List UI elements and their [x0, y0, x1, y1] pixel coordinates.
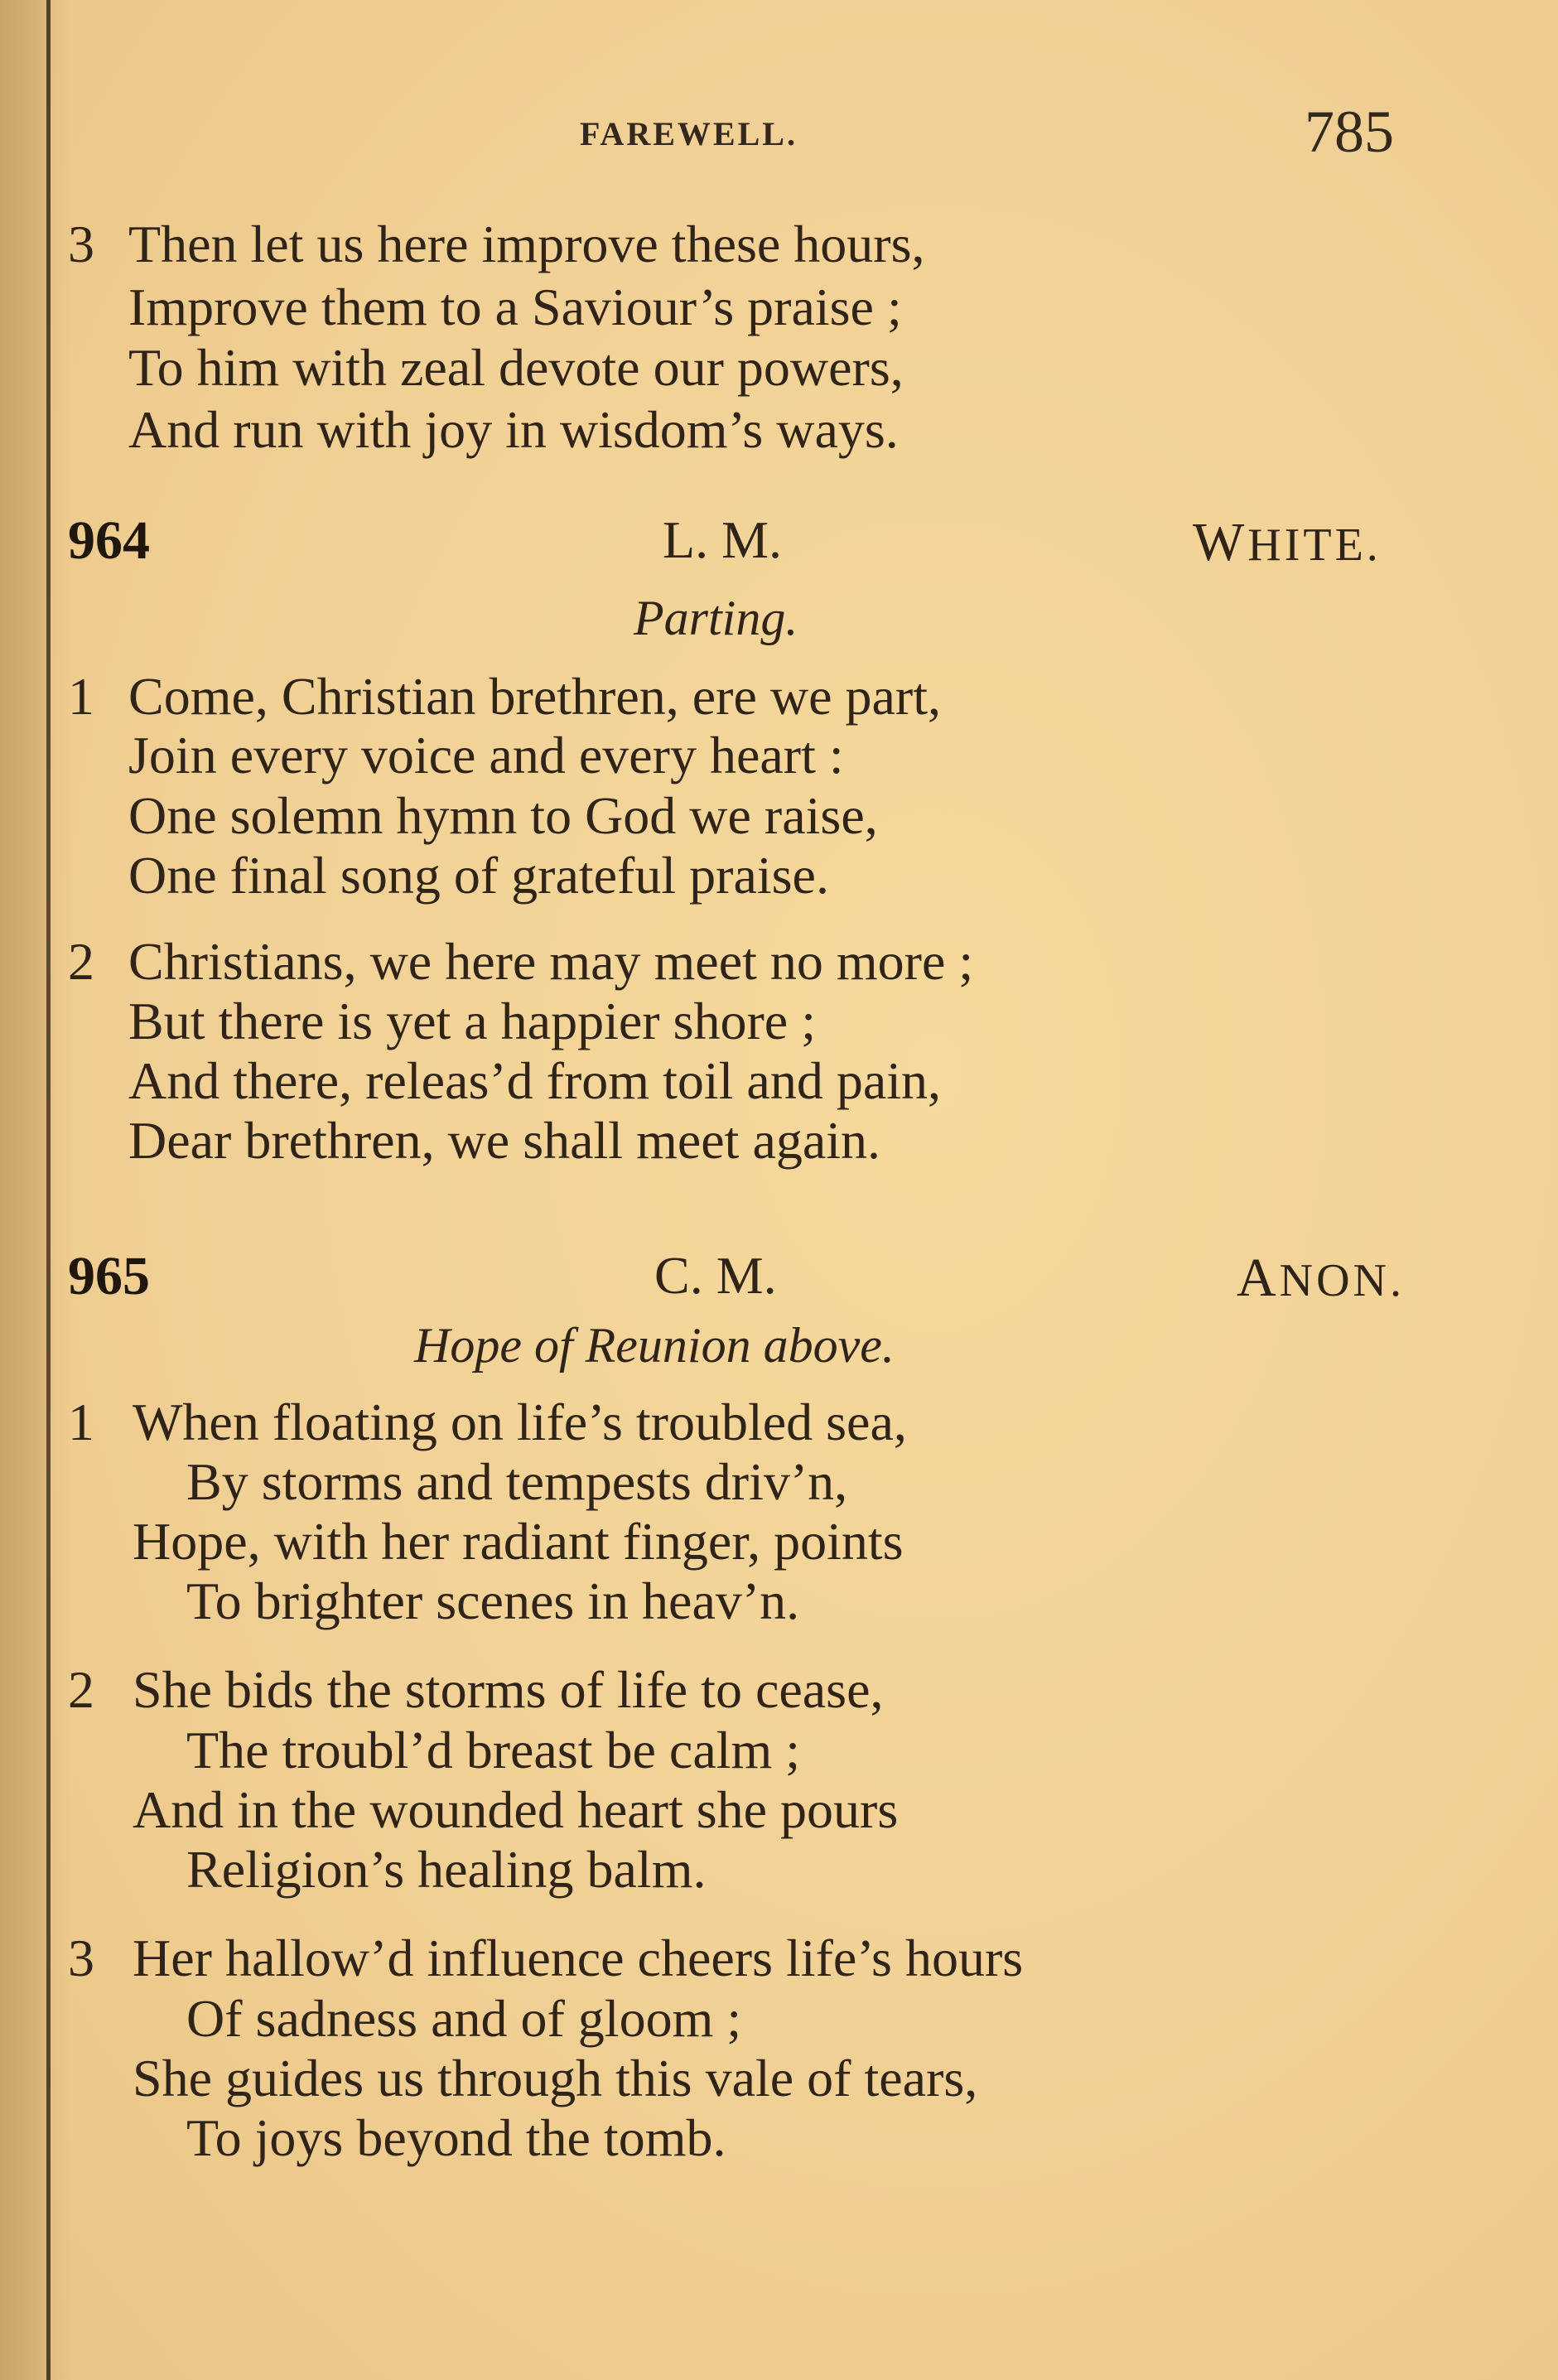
verse-line: Come, Christian brethren, ere we part,	[128, 667, 941, 726]
hymn-meter: L. M.	[663, 510, 782, 569]
verse-line: And in the wounded heart she pours	[133, 1780, 899, 1839]
hymn-title: Parting.	[634, 591, 798, 645]
page-number: 785	[1305, 99, 1394, 165]
verse-line: Her hallow’d influence cheers life’s hours	[133, 1929, 1024, 1987]
verse-line: Join every voice and every heart :	[128, 726, 844, 784]
stanza-number: 2	[68, 1660, 94, 1719]
tune-initial: A	[1237, 1248, 1280, 1308]
page-gutter-shadow	[0, 0, 46, 2380]
verse-line: To him with zeal devote our powers,	[128, 338, 904, 397]
page-binding-edge	[46, 0, 51, 2380]
verse-line: Improve them to a Saviour’s praise ;	[128, 278, 902, 336]
verse-line: The troubl’d breast be calm ;	[186, 1721, 801, 1779]
stanza-number: 2	[68, 932, 94, 991]
tune-rest: NON.	[1279, 1255, 1405, 1306]
hymn-title: Hope of Reunion above.	[414, 1318, 895, 1373]
tune-rest: HITE.	[1247, 519, 1382, 571]
hymn-meter: C. M.	[654, 1246, 777, 1305]
verse-line: To joys beyond the tomb.	[186, 2108, 726, 2167]
page-header	[0, 98, 1558, 164]
stanza-number: 3	[68, 1929, 94, 1987]
verse-line: Dear brethren, we shall meet again.	[128, 1111, 881, 1170]
verse-line: One final song of grateful praise.	[128, 846, 829, 905]
stanza-number: 1	[68, 667, 94, 726]
verse-line: She bids the storms of life to cease,	[133, 1660, 884, 1719]
verse-line: And there, releas’d from toil and pain,	[128, 1051, 941, 1110]
verse-line: One solemn hymn to God we raise,	[128, 786, 878, 845]
verse-line: Hope, with her radiant finger, points	[133, 1512, 904, 1571]
verse-line: Of sadness and of gloom ;	[186, 1989, 742, 2048]
hymn-tune	[1237, 1247, 1405, 1310]
tune-initial: W	[1193, 512, 1248, 572]
verse-line: When floating on life’s troubled sea,	[133, 1393, 907, 1451]
hymn-tune	[1193, 511, 1382, 574]
verse-line: To brighter scenes in heav’n.	[186, 1571, 800, 1630]
verse-line: By storms and tempests driv’n,	[186, 1452, 848, 1511]
hymn-number: 965	[68, 1246, 150, 1306]
verse-line: And run with joy in wisdom’s ways.	[128, 400, 899, 459]
verse-line: Christians, we here may meet no more ;	[128, 932, 974, 991]
verse-line: Religion’s healing balm.	[186, 1840, 707, 1899]
verse-line: She guides us through this vale of tears,	[133, 2049, 978, 2107]
stanza-number: 1	[68, 1393, 94, 1451]
verse-line: But there is yet a happier shore ;	[128, 992, 816, 1050]
hymn-number: 964	[68, 510, 150, 571]
verse-line: Then let us here improve these hours,	[128, 215, 925, 273]
stanza-number: 3	[68, 215, 94, 273]
running-head: FAREWELL.	[580, 115, 798, 152]
